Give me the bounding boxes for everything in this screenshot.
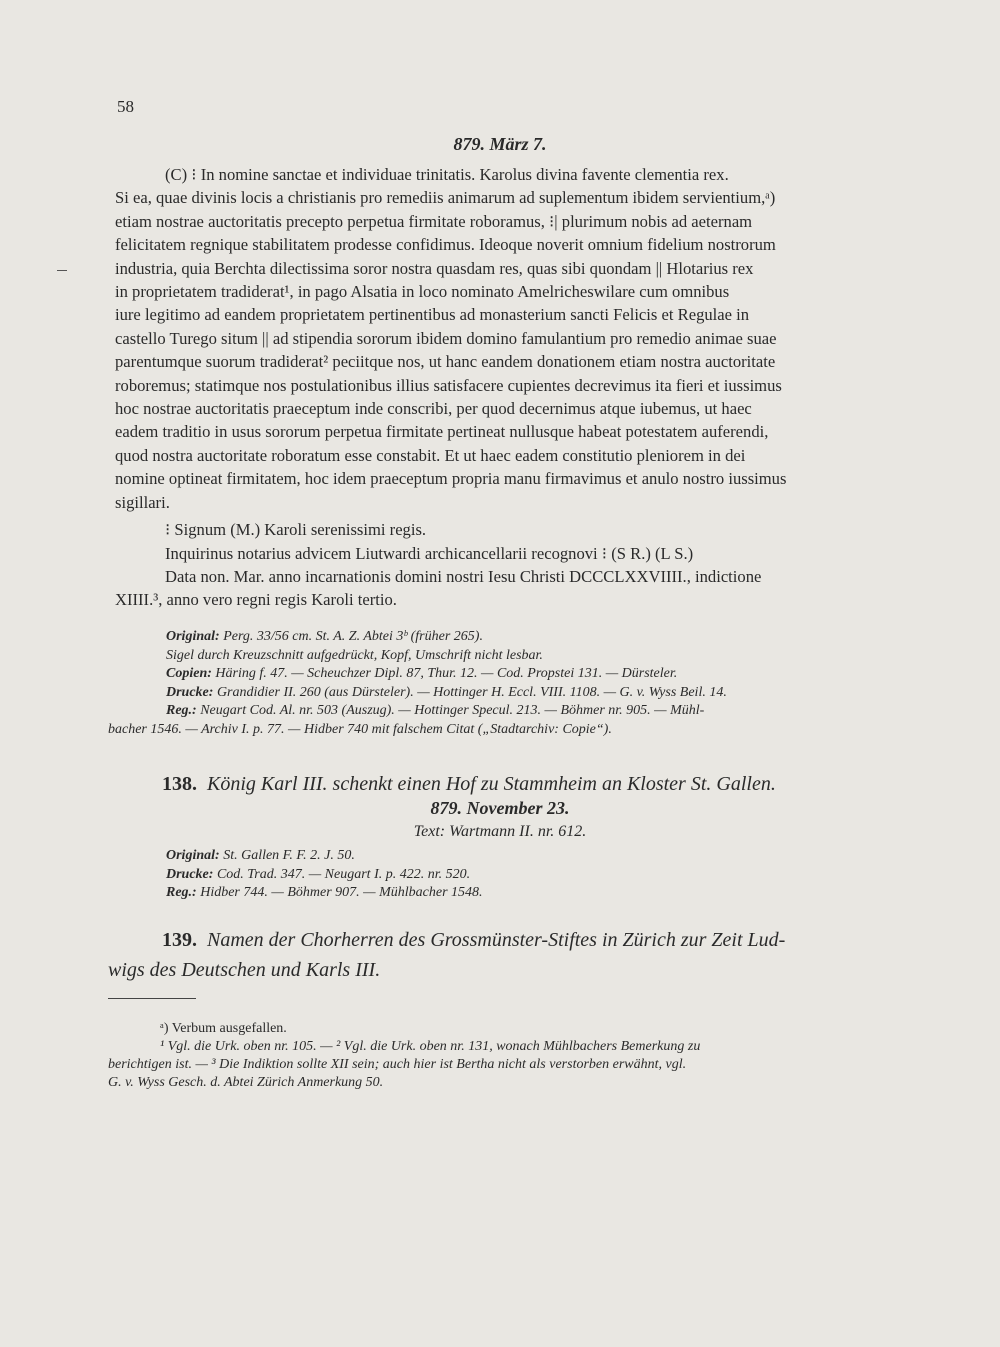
entry-138-text-ref: Text: Wartmann II. nr. 612. (413, 823, 587, 840)
note-line: Copien: Häring f. 47. — Scheuchzer Dipl. 87, Thur. 12. — Cod. Propstei 131. — Dürsteler. (166, 666, 678, 682)
entry-title-cont: wigs des Deutschen und Karls III. (108, 959, 381, 981)
text-line: Si ea, quae divinis locis a christianis pro remediis animarum ad suplementum ibidem servientium,ᵃ) (115, 188, 776, 208)
footnotes (108, 1020, 918, 1092)
recognovi-line: Inquirinus notarius advicem Liutwardi archicancellarii recognovi ⁝ (S R.) (L S.) (165, 543, 694, 563)
charter-text (115, 163, 918, 612)
page-number: 58 (117, 97, 134, 116)
entry-title: Namen der Chorherren des Grossmünster-Stiftes in Zürich zur Zeit Lud- (207, 929, 786, 951)
text-line: parentumque suorum tradiderat² peciitque nos, ut hanc eandem donationem etiam nostra auctoritate (115, 352, 776, 372)
text-line: iure legitimo ad eandem proprietatem pertinentibus ad monasterium sancti Felicis et Regulae in (115, 305, 750, 325)
text-line: hoc nostrae auctoritatis praeceptum inde conscribi, per quod decernimus atque iubemus, ut haec (115, 399, 752, 419)
text-line: etiam nostrae auctoritatis precepto perpetua firmitate roboramus, ⁝| plurimum nobis ad aeternam (115, 211, 753, 231)
footnote-rule (108, 998, 196, 999)
entry-139-heading-cont (108, 956, 908, 984)
entry-138-notes (108, 847, 918, 903)
data-line: XIIII.³, anno vero regni regis Karoli tertio. (115, 590, 397, 610)
margin-mark (57, 270, 67, 271)
text-line: nomine optineat firmitatem, hoc idem praeceptum propria manu firmavimus et anulo nostro iussimus (115, 469, 787, 489)
data-line: Data non. Mar. anno incarnationis domini nostri Iesu Christi DCCCLXXVIIII., indictione (165, 566, 762, 586)
footnote-line: G. v. Wyss Gesch. d. Abtei Zürich Anmerkung 50. (108, 1075, 384, 1090)
footnote-line: berichtigen ist. — ³ Die Indiktion sollte XII sein; auch hier ist Bertha nicht als verstorben erwähnt, vgl. (108, 1057, 687, 1072)
text-line: in proprietatem tradiderat¹, in pago Alsatia in loco nominato Amelricheswilare cum omnibus (115, 282, 730, 302)
note-line: Drucke: Cod. Trad. 347. — Neugart I. p. 422. nr. 520. (166, 866, 471, 882)
entry-number: 138. (162, 773, 197, 795)
entry-139-heading (162, 926, 917, 954)
note-line: bacher 1546. — Archiv I. p. 77. — Hidber 740 mit falschem Citat („Stadtarchiv: Copie“). (108, 721, 612, 737)
text-line: eadem traditio in usus sororum perpetua firmitate pertineat nullusque habeat potestatem auferendi, (115, 422, 769, 442)
entry-date: 879. März 7. (453, 134, 547, 154)
text-line: felicitatem regnique stabilitatem prodesse confidimus. Ideoque noverit omnium fidelium nostrorum (115, 235, 776, 255)
text-line: castello Turego situm || ad stipendia sororum ibidem domino famulantium pro remedio animae suae (115, 328, 777, 348)
entry-138-date: 879. November 23. (430, 798, 570, 818)
text-line: roboremus; statimque nos postulationibus illius satisfacere cupientes decrevimus ita fieri et iussimus (115, 375, 782, 395)
signum-line: ⁝ Signum (M.) Karoli serenissimi regis. (165, 520, 427, 540)
text-line: (C) ⁝ In nomine sanctae et individuae trinitatis. Karolus divina favente clementia rex. (165, 165, 729, 184)
text-line: industria, quia Berchta dilectissima soror nostra quasdam res, quas sibi quondam || Hlotarius rex (115, 258, 754, 278)
apparatus-notes (108, 628, 918, 740)
entry-number: 139. (162, 929, 197, 951)
text-line: sigillari. (115, 492, 170, 512)
entry-title: König Karl III. schenkt einen Hof zu Stammheim an Kloster St. Gallen. (207, 773, 776, 795)
note-line: Sigel durch Kreuzschnitt aufgedrückt, Kopf, Umschrift nicht lesbar. (166, 647, 543, 663)
note-line: Reg.: Neugart Cod. Al. nr. 503 (Auszug). — Hottinger Specul. 213. — Böhmer nr. 905. — Mühl- (166, 703, 705, 719)
footnote-line: ¹ Vgl. die Urk. oben nr. 105. — ² Vgl. die Urk. oben nr. 131, wonach Mühlbachers Bemerkung zu (160, 1039, 701, 1054)
text-line: quod nostra auctoritate roboratum esse constabit. Et ut haec eadem constitutio pleniorem in dei (115, 445, 746, 465)
footnote-a: ᵃ) Verbum ausgefallen. (160, 1021, 287, 1036)
note-line: Drucke: Grandidier II. 260 (aus Dürsteler). — Hottinger H. Eccl. VIII. 1108. — G. v. Wyss Beil. 14. (166, 684, 727, 700)
entry-138-heading (162, 770, 962, 798)
note-line: Original: St. Gallen F. F. 2. J. 50. (166, 848, 355, 863)
note-line: Reg.: Hidber 744. — Böhmer 907. — Mühlbacher 1548. (166, 885, 483, 901)
note-line: Original: Perg. 33/56 cm. St. A. Z. Abtei 3ᵇ (früher 265). (166, 629, 483, 644)
